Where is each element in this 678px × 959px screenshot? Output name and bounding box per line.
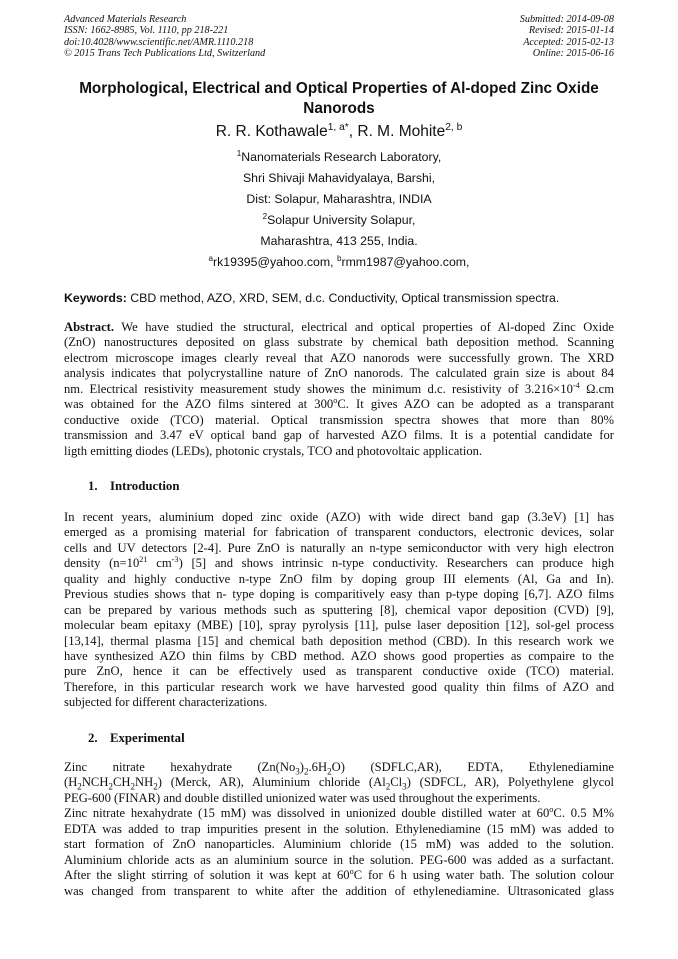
author-list [0,122,678,142]
body-line: EDTA was added to trap impurities present in the solution. Ethylenediamine (15 mM) was added to [64,821,614,836]
abstract-line [64,397,614,412]
email-link[interactable]: rmm1987@yahoo.com, [341,255,470,269]
subscript: 3 [295,766,300,777]
section-heading-introduction [88,479,179,494]
affiliation-text: Dist: Solapur, Maharashtra, INDIA [246,192,432,206]
author-affiliation-mark: 2, b [445,121,463,133]
email-mark: a [208,253,214,263]
experimental-section [64,760,614,899]
author-separator: , [348,123,358,140]
body-text: density (n=10 [64,556,140,571]
affiliation-text: Nanomaterials Research Laboratory, [241,150,442,164]
body-line: Previous studies shows that n- type doping is comparitively easy than p-type doping [6,7]. AZO films [64,587,614,602]
affiliation-mark: 2 [262,211,268,221]
copyright-line: © 2015 Trans Tech Publications Ltd, Switzerland [64,48,266,60]
body-text: cm [147,556,172,571]
abstract-text: C. It gives AZO can be adopted as a transparant [337,397,614,412]
body-line [64,775,614,790]
body-text: Zinc nitrate hexahydrate (Zn(No [64,760,296,774]
section-title: Experimental [110,731,185,745]
body-line [64,806,614,821]
abstract-line: ligth emitting diodes (LEDs), photonic crystals, TCO and photovoltaic application. [64,443,483,458]
issn-line: ISSN: 1662-8985, Vol. 1110, pp 218-221 [64,25,229,37]
abstract-label: Abstract. [64,320,115,334]
online-date: Online: 2015-06-16 [532,48,614,60]
body-line [64,556,614,571]
body-line [64,868,614,883]
doi-line: doi:10.4028/www.scientific.net/AMR.1110.218 [64,36,254,48]
body-text: ) (Merck, AR), Aluminium chloride (Al [157,775,386,790]
abstract-line [64,382,614,397]
superscript: -4 [572,380,580,390]
revised-date: Revised: 2015-01-14 [528,25,614,37]
body-text: (H [64,775,78,790]
abstract-text: nm. Electrical resistivity measurement study showes the minimum d.c. resistivity of 3.216×10 [64,381,573,396]
abstract-text: was obtained for the AZO films sintered at 300 [64,397,334,412]
superscript: o [549,805,554,815]
body-line: [13,14], thermal plasma [15] and chemical bath deposition method (CBD). In this research work we [64,633,614,648]
body-text: ) (SDFCL, AR), Polyethylene glycol [406,775,615,790]
body-text: C. 0.5 M% [553,806,614,821]
submission-dates [520,14,614,60]
affiliation-line [0,171,678,185]
affiliation-line [0,213,678,227]
superscript: o [333,396,338,405]
subscript: 2 [385,781,391,792]
submitted-date: Submitted: 2014-09-08 [519,14,614,25]
email-mark: b [336,253,342,263]
body-text: .6H [308,760,328,774]
subscript: 2 [327,766,332,777]
section-number: 2. [88,731,98,745]
affiliation-mark: 1 [236,148,242,158]
body-line: PEG-600 (FINAR) and double distilled unionized water was used throughout the experiments. [64,790,541,805]
accepted-date: Accepted: 2015-02-13 [523,36,614,48]
section-number: 1. [88,479,98,493]
introduction-section [64,510,614,711]
keywords-text: CBD method, AZO, XRD, SEM, d.c. Conductivity, Optical transmission spectra. [126,291,560,305]
author-name: R. M. Mohite [357,123,446,140]
body-line: molecular beam epitaxy (MBE) [10], spray pyrolysis [11], pulse laser deposition [12], sol-gel process [64,618,614,633]
author-affiliation-mark: 1, a* [327,121,349,133]
body-line: was changed from transparent to white after the addition of ethylenediamine. Ultrasonicated glass [64,883,614,898]
subscript: 2 [130,781,135,792]
abstract-text: We have studied the structural, electrical and optical properties of Al-doped Zinc Oxide [114,320,614,334]
affiliation-line [0,192,678,206]
keywords-label: Keywords: [64,291,127,305]
body-text: C for 6 h using water bath. The solution colour [353,868,615,883]
section-heading-experimental [88,731,185,746]
title-line: Morphological, Electrical and Optical Properties of Al-doped Zinc Oxide [79,80,599,97]
body-line: emerged as a promising material for fabrication of transparent conductors, electronic devices, solar [64,525,614,540]
body-text: Zinc nitrate hexahydrate (15 mM) was dissolved in unionized double distilled water at 60 [64,806,550,821]
paper-title [40,79,638,119]
journal-info [64,14,265,60]
abstract-line: conductive oxide (TCO) material. Optical transmission spectra showes that more than 80% [64,412,614,427]
affiliation-text: Shri Shivaji Mahavidyalaya, Barshi, [242,171,436,185]
body-text: Cl [390,775,403,790]
body-text: After the slight stirring of solution it was kept at 60 [64,868,350,883]
affiliation-line [0,234,678,248]
subscript: 3 [402,781,407,792]
superscript: -3 [171,555,179,565]
body-line: Therefore, in this particular research work we have harvested good quality thin films of AZO and [64,679,614,694]
title-line: Nanorods [303,100,375,117]
body-text: O) (SDFLC,AR), EDTA, Ethylenediamine [331,760,614,774]
body-line: have synthesized AZO thin films by CBD method. AZO shows good properties as compaire to the [64,648,614,663]
affiliation-line [0,150,678,164]
body-line: In recent years, aluminium doped zinc oxide (AZO) with wide direct band gap (3.3eV) [1] has [64,510,614,524]
abstract-line [64,320,614,335]
body-text: NCH [81,775,109,790]
subscript: 2 [153,781,158,792]
body-text: CH [112,775,131,790]
affiliation-text: Maharashtra, 413 255, India. [260,234,418,248]
body-line: start formation of ZnO nanoparticles. Aluminium chloride (15 mM) was added to the solution. [64,837,614,852]
abstract-line: (ZnO) nanostructures deposited on glass substrate by chemical bath deposition method. Scanning [64,335,614,350]
subscript: 2 [77,781,82,792]
abstract-text: Ω.cm [579,381,615,396]
superscript: o [349,866,354,876]
superscript: 21 [139,555,148,565]
subscript: 2 [303,766,309,777]
keywords [64,291,624,306]
body-line: Aluminium chloride acts as an aluminium source in the solution. PEG-600 was added as a surfactant. [64,852,614,867]
body-line: cells and UV detectors [2-4]. Pure ZnO is naturally an n-type semiconductor with very high electron [64,540,614,555]
abstract-line: analysis indicates that polycrystalline nature of ZnO nanorods. The calculated grain size is about 84 [64,366,614,381]
author-name: R. R. Kothawale [215,123,328,140]
body-line: can be prepared by various methods such as sputtering [8], chemical vapor deposition (CVD) [9], [64,602,614,617]
body-line: quality and highly conductive n-type ZnO film by doping group III elements (Al, Ga and In). [64,571,614,586]
email-line [0,255,678,269]
body-line: pure ZnO, hence it can be effectively used as transparent conductive oxide (TCO) material. [64,664,614,679]
journal-name: Advanced Materials Research [64,14,187,25]
abstract [64,320,614,459]
body-line [64,760,614,775]
affiliation-text: Solapur University Solapur, [267,213,416,227]
body-text: ) [299,760,304,774]
body-line: subjected for different characterizations. [64,695,268,710]
subscript: 2 [108,781,113,792]
body-text: ) [5] and shows intrinsic n-type conductivity. Researchers can produce high [178,556,614,571]
abstract-line: electrom microscope images clearly reveal that AZO nanorods were successfully grown. The XRD [64,350,614,365]
section-title: Introduction [110,479,180,493]
email-link[interactable]: rk19395@yahoo.com, [213,255,337,269]
abstract-line: transmission and 3.47 eV optical band gap of harvested AZO films. It is a potential candidate for [64,428,614,443]
body-text: NH [134,775,154,790]
